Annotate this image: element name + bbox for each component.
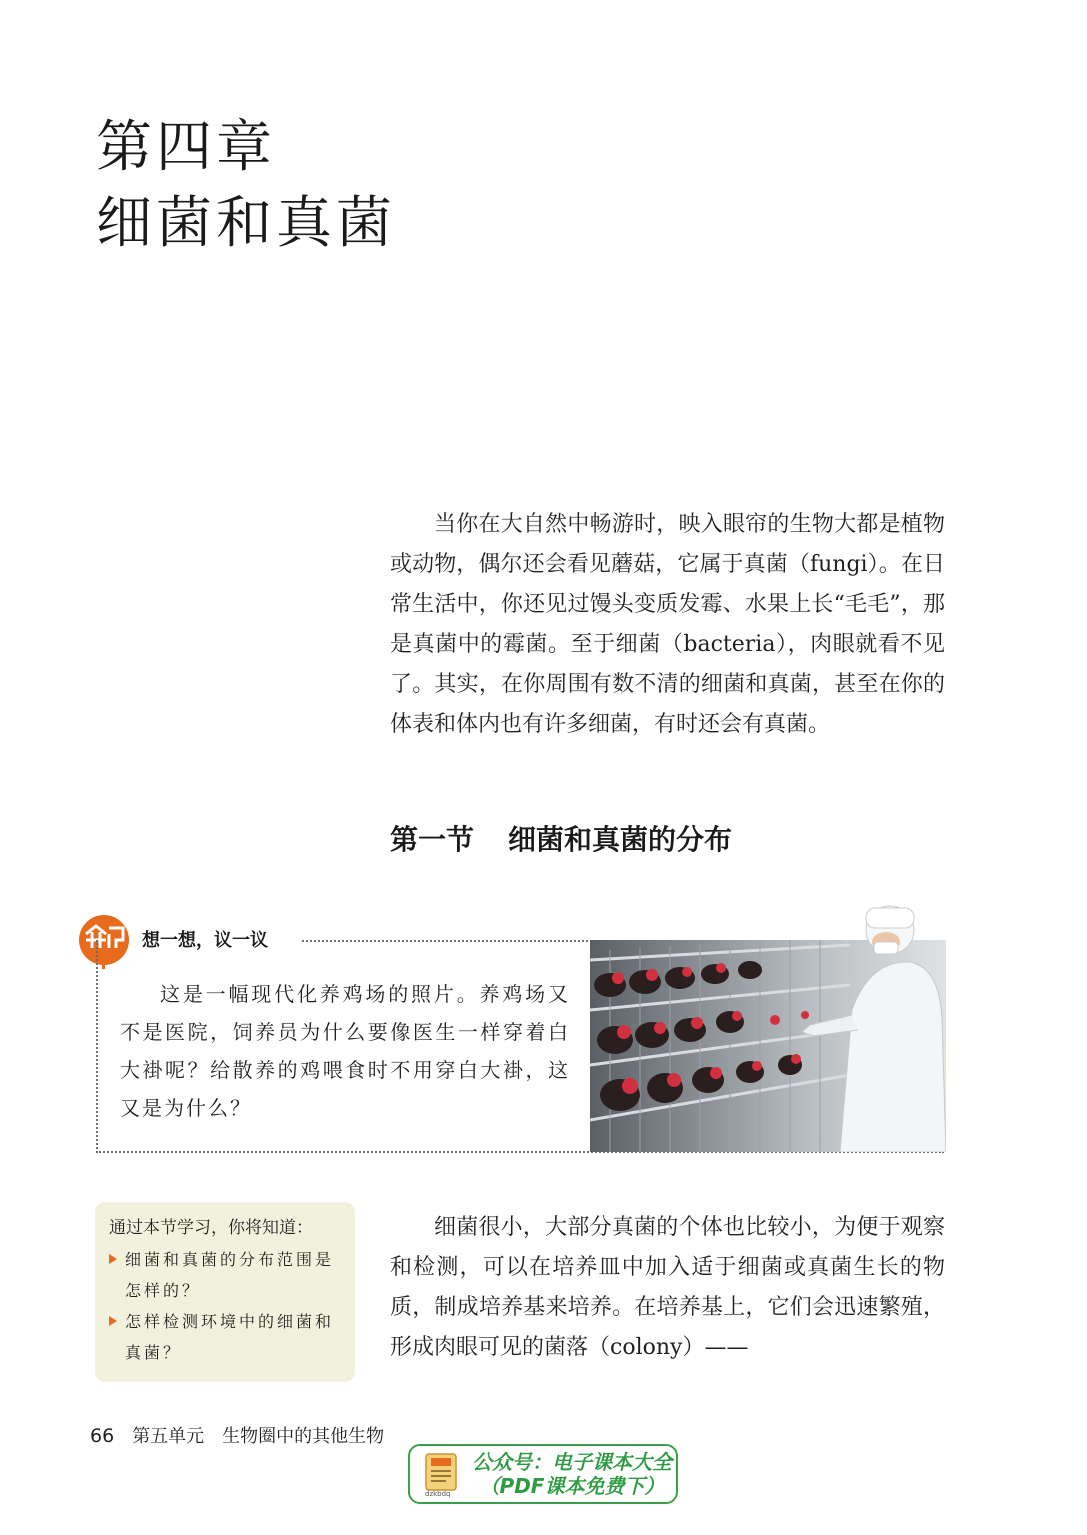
watermark-line1: 公众号：电子课本大全 [472,1450,672,1474]
watermark-line2: （PDF课本免费下） [479,1474,665,1498]
section-title: 细菌和真菌的分布 [508,823,733,856]
learning-objectives [95,1202,355,1382]
intro-paragraph: 当你在大自然中畅游时，映入眼帘的生物大都是植物或动物，偶尔还会看见蘑菇，它属于真菌（fungi）。在日常生活中，你还见过馒头变质发霉、水果上长“毛毛”，那是真菌中的霉菌。至于细菌（bacteria），肉眼就看不见了。其实，在你周围有数不清的细菌和真菌，甚至在你的体表和体内也有许多细菌，有时还会有真菌。 [390,512,945,737]
section-number: 第一节 [390,823,475,856]
bullet-triangle-icon [109,1316,117,1326]
page-number: 66 [90,1425,115,1447]
body-paragraph: 细菌很小，大部分真菌的个体也比较小，为便于观察和检测，可以在培养皿中加入适于细菌或真菌生长的物质，制成培养基来培养。在培养基上，它们会迅速繁殖，形成肉眼可见的菌落（colony）—— [390,1215,945,1360]
watermark-text [472,1450,672,1498]
watermark-badge [408,1444,678,1504]
objectives-heading: 通过本节学习，你将知道： [109,1218,313,1238]
body-text [390,1208,945,1368]
page-footer [90,1422,384,1448]
logo-caption: dzkbdq [425,1490,451,1498]
unit-title: 第五单元 生物圈中的其他生物 [132,1426,385,1447]
chapter-number: 第四章 [96,115,276,180]
think-title: 想一想，议一议 [142,930,268,951]
bullet-triangle-icon [109,1254,117,1264]
section-heading [390,818,950,858]
chapter-title [96,110,396,262]
objective-text: 怎样检测环境中的细菌和真菌？ [125,1312,335,1362]
objective-text: 细菌和真菌的分布范围是怎样的？ [125,1250,335,1300]
chapter-name: 细菌和真菌 [96,191,396,256]
think-text [120,975,570,1127]
objective-item [109,1306,343,1368]
poultry-farm-photo [590,890,946,1152]
intro-text [390,505,945,745]
objective-item [109,1244,343,1306]
think-paragraph: 这是一幅现代化养鸡场的照片。养鸡场又不是医院，饲养员为什么要像医生一样穿着白大褂呢？给散养的鸡喂食时不用穿白大褂，这又是为什么？ [120,982,570,1120]
